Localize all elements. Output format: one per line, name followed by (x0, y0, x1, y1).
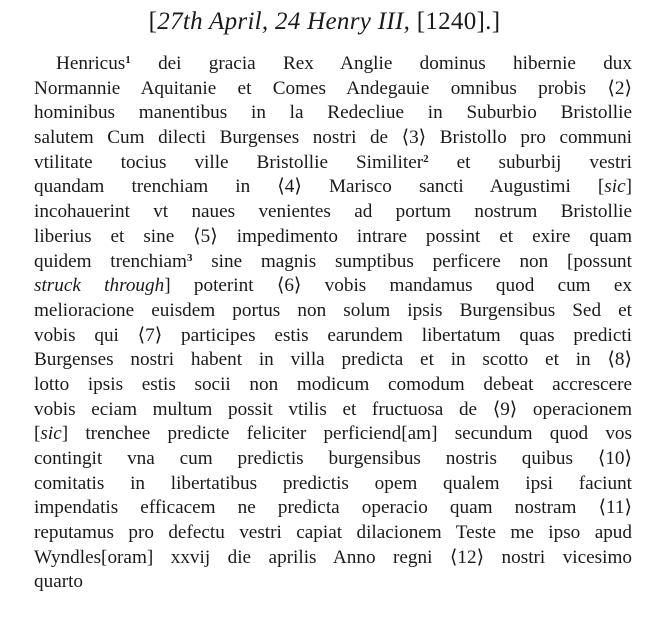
heading-year: [1240].] (416, 8, 501, 35)
text-segment: Wyndles[oram] xxvij die aprilis Anno regni ⟨12⟩ nostri vicesimo (34, 546, 632, 568)
text-segment: hominibus manentibus in la Redecliue in Suburbio Bristollie (34, 102, 632, 124)
text-segment: et suburbij vestri (428, 151, 632, 173)
text-line (34, 299, 632, 324)
text-line (34, 546, 632, 571)
text-segment: Burgenses nostri habent in villa predicta et in scotto et in ⟨8⟩ (34, 349, 632, 371)
text-segment: liberius et sine ⟨5⟩ impedimento intrare possint et exire quam (34, 225, 632, 247)
text-segment: Normannie Aquitanie et Comes Andegauie omnibus probis ⟨2⟩ (34, 77, 632, 99)
text-segment: quarto (34, 571, 84, 593)
text-segment: vobis eciam multum possit vtilis et fructuosa de ⟨9⟩ operacionem (34, 398, 632, 420)
heading-date: 27th April, 24 Henry III, (157, 8, 411, 35)
text-segment: ] poterint ⟨6⟩ vobis mandamus quod cum ex (164, 275, 632, 297)
text-line (34, 52, 632, 77)
document-heading (0, 6, 649, 38)
text-line (34, 348, 632, 373)
editorial-note: struck through (34, 275, 165, 297)
text-segment: Henricus (56, 53, 126, 74)
text-segment: impendatis efficacem ne predicta operacio quam nostram ⟨11⟩ (34, 497, 632, 519)
heading-open-bracket: [ (148, 8, 158, 35)
text-segment: quandam trenchiam in ⟨4⟩ Marisco sancti Augustimi [ (34, 176, 605, 198)
text-line (34, 570, 632, 595)
text-segment: reputamus pro defectu vestri capiat dilacionem Teste me ipso apud (34, 522, 632, 544)
text-line (34, 250, 632, 275)
text-line (34, 324, 632, 349)
text-line (34, 126, 632, 151)
text-line (34, 101, 632, 126)
text-line (34, 447, 632, 472)
text-line (34, 373, 632, 398)
footnote-marker: 2 (423, 152, 429, 165)
text-line (34, 496, 632, 521)
text-segment: sine magnis sumptibus perficere non [possunt (192, 250, 632, 272)
text-line (34, 472, 632, 497)
text-segment: contingit vna cum predictis burgensibus nostris quibus ⟨10⟩ (34, 448, 632, 469)
text-segment: salutem Cum dilecti Burgenses nostri de ⟨3⟩ Bristollo pro communi (34, 127, 632, 149)
text-line (34, 225, 632, 250)
text-line (34, 175, 632, 200)
text-line (34, 398, 632, 423)
text-line (34, 274, 632, 299)
text-segment: comitatis in libertatibus predictis opem qualem ipsi faciunt (34, 472, 632, 494)
text-segment: lotto ipsis estis socii non modicum comodum debeat accrescere (34, 373, 632, 395)
text-segment: incohauerint vt naues venientes ad portum nostrum Bristollie (34, 201, 632, 223)
footnote-marker: 3 (186, 251, 193, 264)
editorial-note: sic (604, 176, 626, 198)
text-line (34, 200, 632, 225)
text-segment: quidem trenchiam (34, 250, 187, 272)
text-line (34, 77, 632, 102)
text-segment: ] trenchee predicte feliciter perficiend[am] secundum quod vos (61, 423, 632, 445)
editorial-note: sic (40, 423, 62, 445)
text-segment: vobis qui ⟨7⟩ participes estis earundem libertatum quas predicti (34, 324, 632, 346)
text-segment: ] (625, 176, 632, 198)
text-line (34, 422, 632, 447)
text-segment: vtilitate tocius ville Bristollie Similiter (34, 151, 424, 173)
footnote-marker: 1 (125, 54, 131, 66)
charter-text (34, 52, 632, 595)
text-line (34, 521, 632, 546)
text-segment: melioracione euisdem portus non solum ipsis Burgensibus Sed et (34, 299, 632, 321)
text-segment: dei gracia Rex Anglie dominus hibernie dux (130, 53, 632, 74)
text-line (34, 151, 632, 176)
text-segment: [ (34, 423, 41, 445)
